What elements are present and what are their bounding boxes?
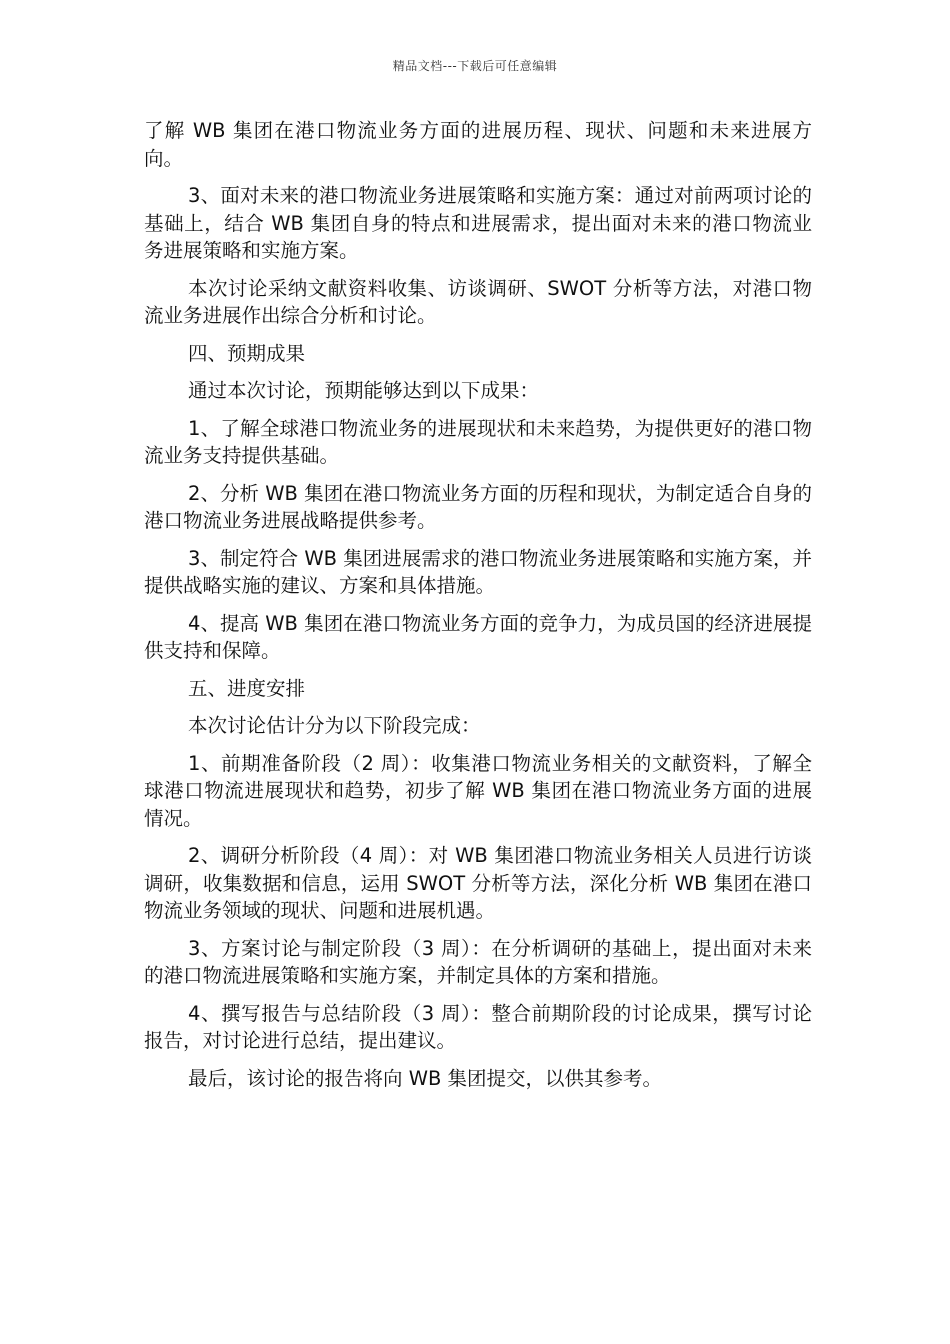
paragraph-item-3-strategy: 3、面对未来的港口物流业务进展策略和实施方案：通过对前两项讨论的基础上，结合 WB 集团自身的特点和进展需求，提出面对未来的港口物流业务进展策略和实施方案。 (144, 184, 812, 262)
result-item-1: 1、了解全球港口物流业务的进展现状和未来趋势，为提供更好的港口物流业务支持提供基础。 (144, 416, 812, 467)
document-body (144, 117, 812, 1102)
schedule-item-1: 1、前期准备阶段（2 周）：收集港口物流业务相关的文献资料，了解全球港口物流进展现状和趋势，初步了解 WB 集团在港口物流业务方面的进展情况。 (144, 751, 812, 830)
schedule-item-2: 2、调研分析阶段（4 周）：对 WB 集团港口物流业务相关人员进行访谈调研，收集数据和信息，运用 SWOT 分析等方法，深化分析 WB 集团在港口物流业务领域的现状、问题和进展机遇。 (144, 844, 812, 922)
section-heading-schedule: 五、进度安排 (188, 676, 306, 700)
paragraph-conclusion: 最后，该讨论的报告将向 WB 集团提交，以供其参考。 (188, 1066, 663, 1090)
result-item-2: 2、分析 WB 集团在港口物流业务方面的历程和现状，为制定适合自身的港口物流业务进展战略提供参考。 (144, 481, 812, 532)
section-heading-expected-results: 四、预期成果 (188, 341, 306, 365)
result-item-3: 3、制定符合 WB 集团进展需求的港口物流业务进展策略和实施方案，并提供战略实施的建议、方案和具体措施。 (144, 546, 812, 597)
paragraph-methods: 本次讨论采纳文献资料收集、访谈调研、SWOT 分析等方法，对港口物流业务进展作出综合分析和讨论。 (144, 276, 812, 327)
paragraph-continuation: 了解 WB 集团在港口物流业务方面的进展历程、现状、问题和未来进展方向。 (144, 119, 812, 170)
schedule-item-3: 3、方案讨论与制定阶段（3 周）：在分析调研的基础上，提出面对未来的港口物流进展策略和实施方案，并制定具体的方案和措施。 (144, 936, 812, 987)
page-header: 精品文档---下载后可任意编辑 (392, 59, 558, 73)
result-item-4: 4、提高 WB 集团在港口物流业务方面的竞争力，为成员国的经济进展提供支持和保障。 (144, 611, 812, 662)
schedule-item-4: 4、撰写报告与总结阶段（3 周）：整合前期阶段的讨论成果，撰写讨论报告，对讨论进行总结，提出建议。 (144, 1001, 812, 1052)
paragraph-schedule-intro: 本次讨论估计分为以下阶段完成： (188, 714, 481, 737)
paragraph-results-intro: 通过本次讨论，预期能够达到以下成果： (188, 379, 540, 402)
